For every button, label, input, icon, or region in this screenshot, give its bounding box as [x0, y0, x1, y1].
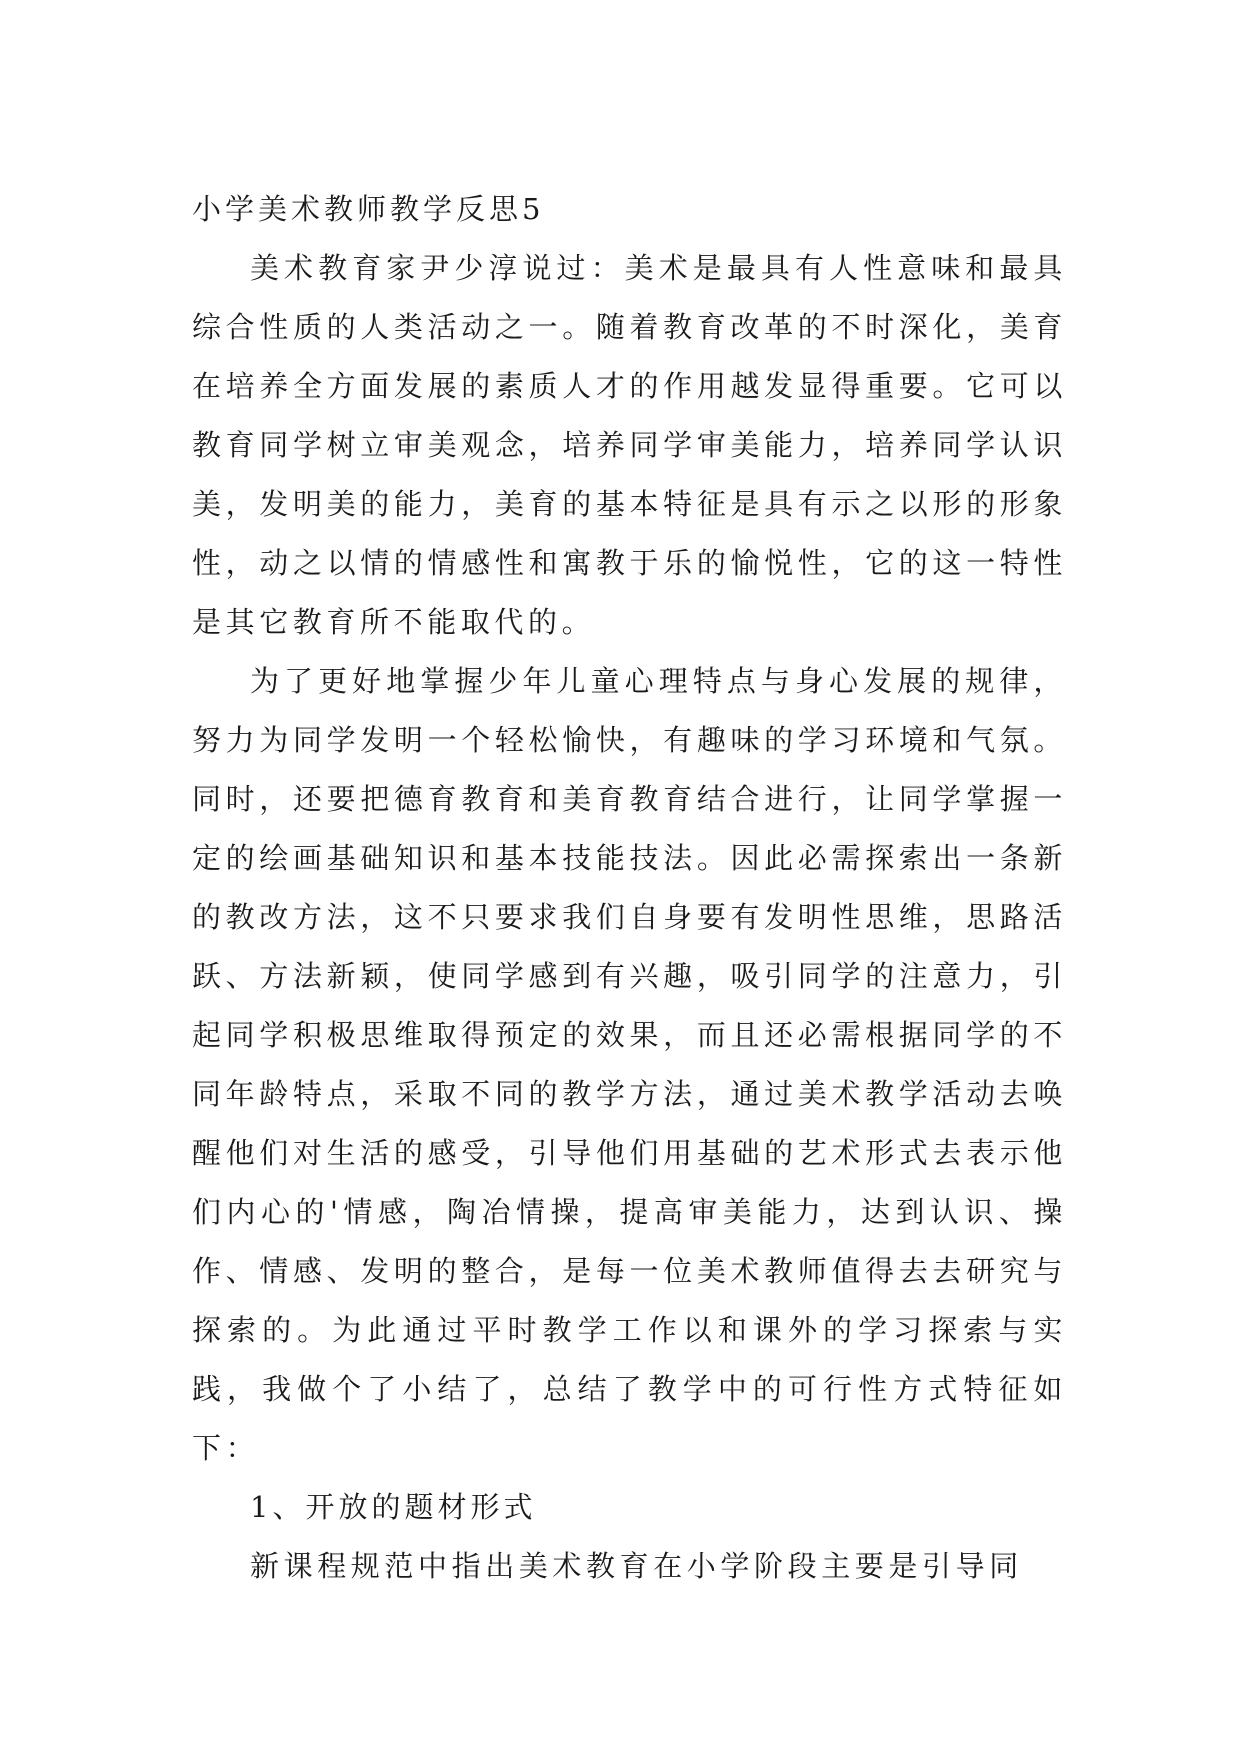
- document-body: [192, 180, 1067, 1596]
- section-heading: 1、开放的题材形式: [250, 1490, 537, 1524]
- paragraph-intro: 美术教育家尹少淳说过：美术是最具有人性意味和最具综合性质的人类活动之一。随着教育改革的不时深化，美育在培养全方面发展的素质人才的作用越发显得重要。它可以教育同学树立审美观念，培养同学审美能力，培养同学认识美，发明美的能力，美育的基本特征是具有示之以形的形象性，动之以情的情感性和寓教于乐的愉悦性，它的这一特性是其它教育所不能取代的。: [192, 251, 1067, 639]
- document-title: 小学美术教师教学反思5: [192, 192, 545, 226]
- paragraph-method: 为了更好地掌握少年儿童心理特点与身心发展的规律，努力为同学发明一个轻松愉快，有趣味的学习环境和气氛。同时，还要把德育教育和美育教育结合进行，让同学掌握一定的绘画基础知识和基本技能技法。因此必需探索出一条新的教改方法，这不只要求我们自身要有发明性思维，思路活跃、方法新颖，使同学感到有兴趣，吸引同学的注意力，引起同学积极思维取得预定的效果，而且还必需根据同学的不同年龄特点，采取不同的教学方法，通过美术教学活动去唤醒他们对生活的感受，引导他们用基础的艺术形式去表示他们内心的'情感，陶冶情操，提高审美能力，达到认识、操作、情感、发明的整合，是每一位美术教师值得去去研究与探索的。为此通过平时教学工作以和课外的学习探索与实践，我做个了小结了，总结了教学中的可行性方式特征如下：: [192, 664, 1067, 1465]
- paragraph-section-start: 新课程规范中指出美术教育在小学阶段主要是引导同: [250, 1549, 1023, 1583]
